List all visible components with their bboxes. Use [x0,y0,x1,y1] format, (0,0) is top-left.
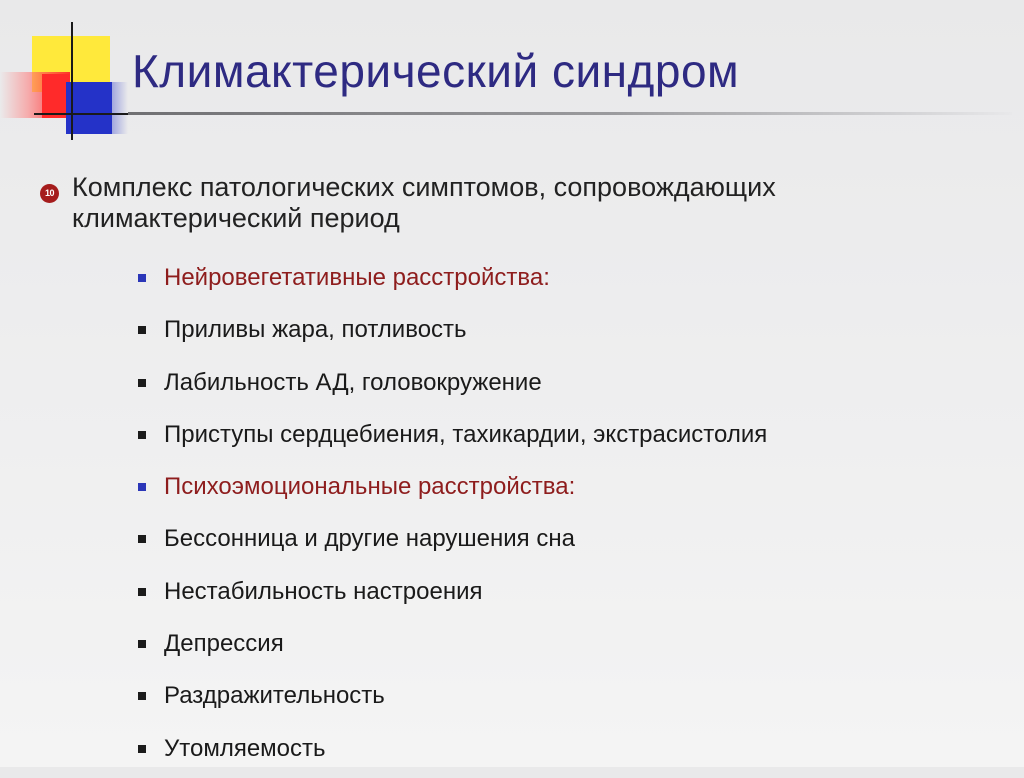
list-item [136,726,767,778]
list-item-label: Нестабильность настроения [164,577,483,605]
square-bullet-icon [138,431,146,439]
list-item [136,516,767,568]
square-bullet-icon [138,483,146,491]
list-item-label: Психоэмоциональные расстройства: [164,473,576,501]
square-bullet-icon [138,745,146,753]
list-item [136,360,767,412]
intro-text: Комплекс патологических симптомов, сопровождающих климактерический период [72,172,776,233]
horizontal-line [34,113,134,115]
list-item [136,412,767,464]
title-divider [128,112,1012,115]
list-heading [136,464,767,516]
list-item-label: Приступы сердцебиения, тахикардии, экстрасистолия [164,420,768,448]
list-item-label: Приливы жара, потливость [164,316,467,344]
square-bullet-icon [138,326,146,334]
slide-title: Климактерический синдром [132,45,740,97]
square-bullet-icon [138,535,146,543]
vertical-line [71,22,73,140]
intro-bullet-point [40,172,1000,234]
symptom-list [136,255,767,778]
list-item [136,569,767,621]
list-item-label: Бессонница и другие нарушения сна [164,525,575,553]
square-bullet-icon [138,274,146,282]
square-bullet-icon [138,640,146,648]
list-item [136,621,767,673]
list-item [136,673,767,725]
numbered-circle-bullet-icon: 10 [40,184,59,203]
list-item-label: Депрессия [164,630,284,658]
square-bullet-icon [138,588,146,596]
list-item-label: Лабильность АД, головокружение [164,368,542,396]
list-heading [136,255,767,307]
list-item-label: Раздражительность [164,682,385,710]
list-item-label: Нейровегетативные расстройства: [164,264,550,291]
square-bullet-icon [138,379,146,387]
decorative-squares-logo [0,0,140,150]
blue-gradient-square [104,82,128,134]
square-bullet-icon [138,692,146,700]
list-item-label: Утомляемость [164,734,326,762]
list-item [136,307,767,359]
